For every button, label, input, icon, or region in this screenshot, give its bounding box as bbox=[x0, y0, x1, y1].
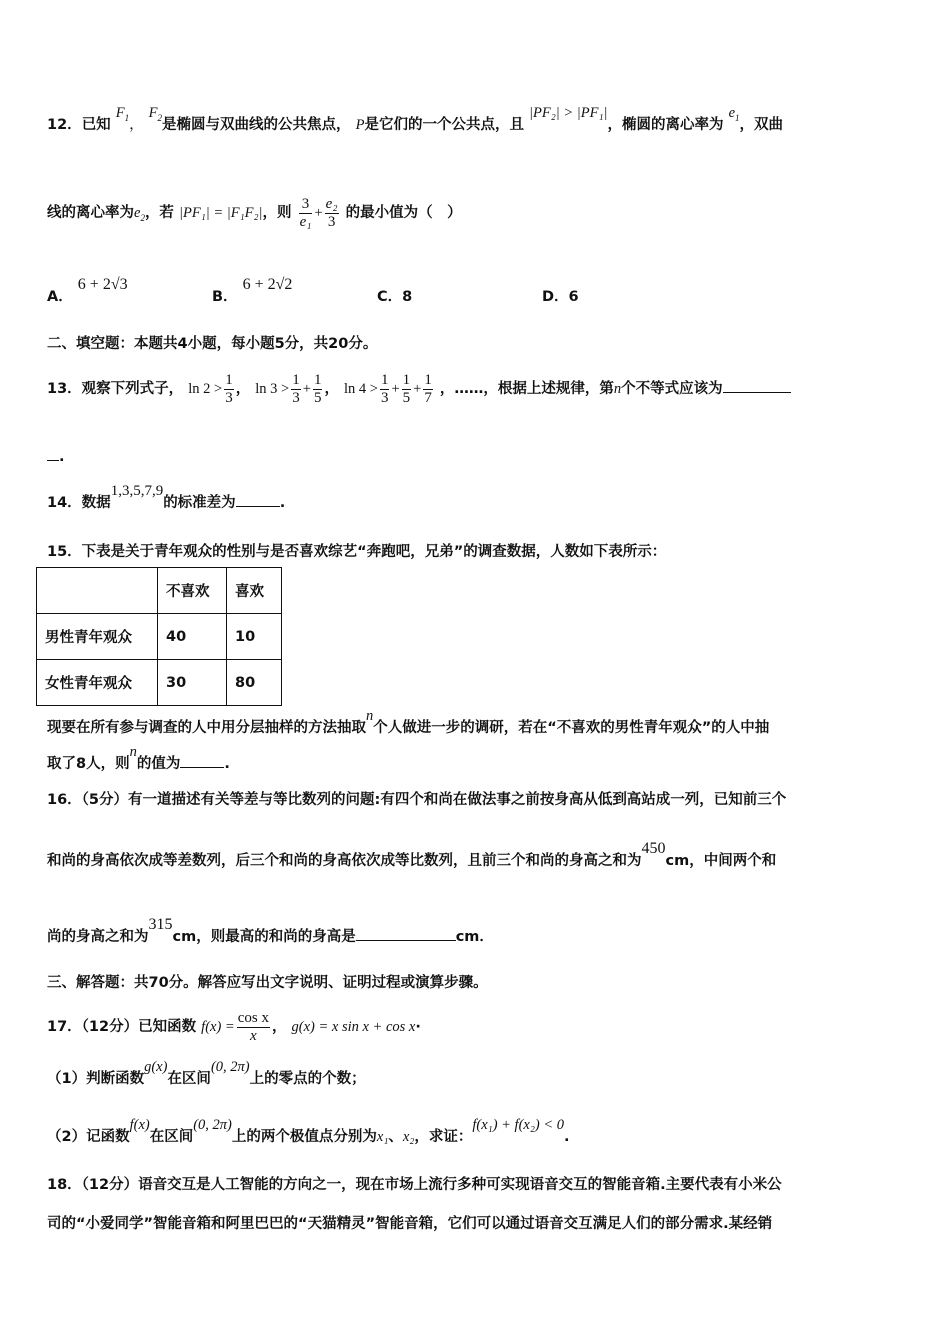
option-c: C．8 bbox=[377, 289, 413, 305]
fraction-1-over-3: $\frac{1}{3}$ bbox=[380, 372, 389, 406]
answer-blank bbox=[723, 378, 791, 393]
q15-intro: 15．下表是关于青年观众的性别与是否喜欢综艺“奔跑吧，兄弟”的调查数据，人数如下表所示： bbox=[47, 544, 667, 560]
q17-part2: （2）记函数f(x)在区间(0, 2π)上的两个极值点分别为x₁、x₂，求证：f(x₁) + f(x₂) < 0. bbox=[47, 1117, 570, 1145]
q18-line1: 18．（12分）语音交互是人工智能的方向之一，现在市场上流行多种可实现语音交互的智能音箱.主要代表有小米公 bbox=[47, 1177, 782, 1193]
math-condition2: |PF₁| = |F₁F₂| bbox=[179, 205, 263, 221]
option-a: A． 6 + 2√3 bbox=[47, 276, 128, 305]
fraction-cosx-over-x: $\frac{\text{cos x}}{x}$ bbox=[237, 1010, 269, 1044]
answer-blank bbox=[47, 446, 59, 461]
option-d: D．6 bbox=[542, 289, 579, 305]
section-fill-in-heading: 二、填空题：本题共4小题，每小题5分，共20分。 bbox=[47, 336, 378, 352]
math-condition: |PF₂| > |PF₁| bbox=[529, 105, 608, 121]
q16-line1: 16．（5分）有一道描述有关等差与等比数列的问题:有四个和尚在做法事之前按身高从低到高站成一列，已知前三个 bbox=[47, 792, 787, 808]
option-b: B． 6 + 2√2 bbox=[212, 276, 293, 305]
q13-line1: 13．观察下列式子， ln 2 > $\frac{1}{3}$ ， ln 3 > $\frac{1}{3}$ + $\frac{1}{5}$ ， ln 4 > $\frac{1}{3}$ + $\frac{1}{5}$ + $\frac{1}{7}$ ，……，根据上述规律，第n个不等式应该为 bbox=[47, 372, 791, 406]
fraction-3-over-e1: $\frac{3}{\text{e₁}}$ bbox=[299, 196, 312, 230]
q12-line2: 线的离心率为$e_2$，若 |PF₁| = |F₁F₂|，则 $\frac{3}{\text{e₁}}$ + $\frac{\text{e₂}}{3}$ 的最小值为（ ） bbox=[47, 196, 462, 230]
math-F1: $F_1$ bbox=[115, 105, 130, 123]
table-row bbox=[37, 614, 282, 660]
fraction-e2-over-3: $\frac{\text{e₂}}{3}$ bbox=[325, 196, 338, 230]
table-cell: 男性青年观众 bbox=[37, 614, 158, 660]
math-F2: $F_2$ bbox=[148, 105, 163, 123]
fraction-1-over-5: $\frac{1}{5}$ bbox=[313, 372, 322, 406]
table-cell: 80 bbox=[227, 660, 282, 706]
table-header-row bbox=[37, 568, 282, 614]
q18-line2: 司的“小爱同学”智能音箱和阿里巴巴的“天猫精灵”智能音箱，它们可以通过语音交互满足人们的部分需求.某经销 bbox=[47, 1216, 773, 1232]
q12-line1: 12．已知 $F_1$， $F_2$是椭圆与双曲线的公共焦点， P是它们的一个公共点，且 |PF₂| > |PF₁|，椭圆的离心率为 $e_1$，双曲 bbox=[47, 105, 784, 133]
math-P: P bbox=[355, 117, 365, 133]
math-e2: $e_2$ bbox=[134, 205, 145, 223]
math-e1: $e_1$ bbox=[728, 105, 740, 123]
answer-blank bbox=[180, 753, 224, 768]
section-answer-heading: 三、解答题：共70分。解答应写出文字说明、证明过程或演算步骤。 bbox=[47, 975, 488, 991]
table-cell: 10 bbox=[227, 614, 282, 660]
fraction-1-over-5: $\frac{1}{5}$ bbox=[402, 372, 411, 406]
q13-line2: . bbox=[47, 446, 65, 465]
table-row bbox=[37, 660, 282, 706]
answer-blank bbox=[236, 492, 280, 507]
fraction-1-over-3: $\frac{1}{3}$ bbox=[292, 372, 300, 406]
q17-line1: 17．（12分）已知函数 f(x) = $\frac{\text{cos x}}{x}$ ， g(x) = x sin x + cos x· bbox=[47, 1010, 421, 1044]
table-header-cell: 喜欢 bbox=[227, 568, 282, 614]
fraction-1-over-7: $\frac{1}{7}$ bbox=[424, 372, 432, 406]
q15-line2: 现要在所有参与调查的人中用分层抽样的方法抽取n个人做进一步的调研，若在“不喜欢的男性青年观众”的人中抽 bbox=[47, 708, 770, 736]
answer-blank bbox=[356, 926, 456, 941]
table-cell: 40 bbox=[158, 614, 227, 660]
table-header-cell bbox=[37, 568, 158, 614]
q16-line3: 尚的身高之和为315cm，则最高的和尚的身高是 cm． bbox=[47, 916, 494, 945]
q17-part1: （1）判断函数g(x)在区间(0, 2π)上的零点的个数； bbox=[47, 1059, 366, 1087]
table-cell: 30 bbox=[158, 660, 227, 706]
q14: 14．数据1,3,5,7,9的标准差为 . bbox=[47, 483, 286, 511]
q15-line3: 取了8人，则n的值为 . bbox=[47, 744, 230, 772]
q16-line2: 和尚的身高依次成等差数列，后三个和尚的身高依次成等比数列，且前三个和尚的身高之和为450cm，中间两个和 bbox=[47, 840, 777, 869]
survey-table bbox=[36, 567, 282, 706]
table-cell: 女性青年观众 bbox=[37, 660, 158, 706]
fraction-1-over-3: $\frac{1}{3}$ bbox=[225, 372, 233, 406]
table-header-cell: 不喜欢 bbox=[158, 568, 227, 614]
